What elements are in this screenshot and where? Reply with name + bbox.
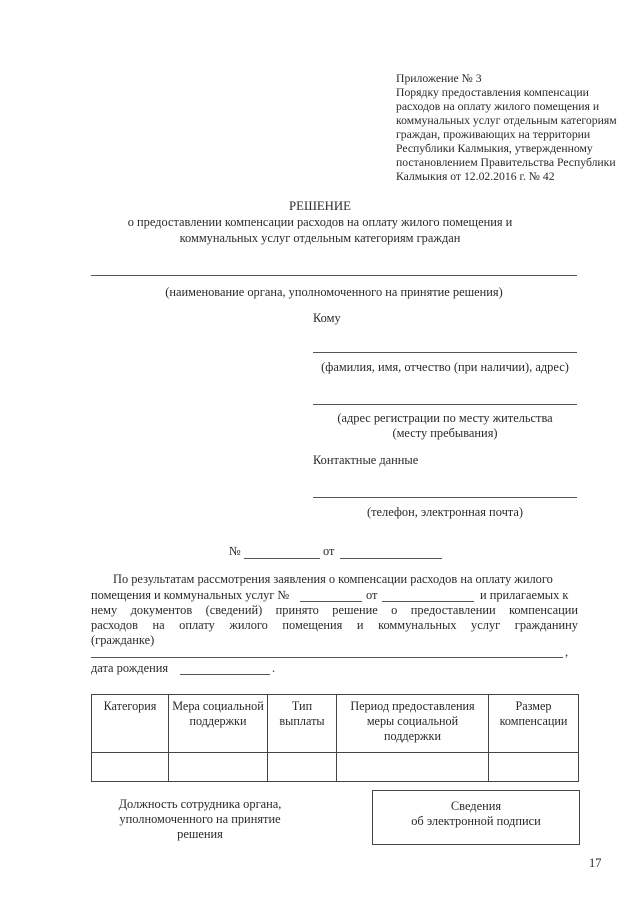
appendix-line: постановлением Правительства Республики [396, 156, 616, 169]
position-line: Должность сотрудника органа, [118, 797, 282, 811]
table-cell[interactable] [92, 753, 169, 782]
position-line: уполномоченного на принятие [119, 812, 281, 826]
compensation-table [91, 694, 579, 782]
position-line: решения [177, 827, 223, 841]
page-number: 17 [589, 856, 602, 870]
table-cell[interactable] [489, 753, 579, 782]
body-text: расходов на оплату жилого помещения и коммунальных услуг гражданину [91, 618, 578, 632]
application-date-field[interactable] [382, 601, 474, 602]
position-caption [100, 797, 300, 842]
address-caption: (адрес регистрации по месту жительства [337, 411, 553, 425]
table-header-row [92, 695, 579, 753]
appendix-line: Калмыкия от 12.02.2016 г. № 42 [396, 170, 555, 183]
appendix-line: Приложение № 3 [396, 72, 482, 85]
authority-name-line[interactable] [91, 275, 577, 276]
esign-line: об электронной подписи [411, 814, 541, 828]
from-label: от [323, 544, 335, 558]
decision-number-field[interactable] [244, 558, 320, 559]
contacts-line[interactable] [313, 497, 577, 498]
body-text: (гражданке) [91, 633, 155, 647]
decision-date-field[interactable] [340, 558, 442, 559]
table-cell[interactable] [169, 753, 268, 782]
recipient-name-line[interactable] [313, 352, 577, 353]
application-number-field[interactable] [300, 601, 362, 602]
table-row [92, 753, 579, 782]
esign-caption [373, 799, 579, 829]
appendix-line: коммунальных услуг отдельным категориям [396, 114, 617, 127]
citizen-name-line[interactable] [91, 657, 563, 658]
recipient-name-caption: (фамилия, имя, отчество (при наличии), адрес) [321, 360, 569, 374]
esign-line: Сведения [450, 799, 502, 813]
appendix-line: Порядку предоставления компенсации [396, 86, 589, 99]
number-label: № [229, 544, 241, 558]
body-text: По результатам рассмотрения заявления о компенсации расходов на оплату жилого [113, 572, 553, 586]
header-period: Период предоставления меры социальной поддержки [337, 695, 489, 753]
header-payment-type: Тип выплаты [268, 695, 337, 753]
body-text: от [366, 588, 378, 602]
header-category: Категория [92, 695, 169, 753]
header-support-measure: Мера социальной поддержки [169, 695, 268, 753]
to-label: Кому [313, 311, 341, 325]
table-cell[interactable] [337, 753, 489, 782]
title-subline: коммунальных услуг отдельным категориям граждан [179, 231, 461, 245]
contacts-label: Контактные данные [313, 453, 419, 467]
comma: , [565, 645, 569, 659]
appendix-line: Республики Калмыкия, утвержденному [396, 142, 593, 155]
period: . [272, 661, 276, 675]
body-text: и прилагаемых к [480, 588, 569, 602]
registration-address-line[interactable] [313, 404, 577, 405]
authority-caption: (наименование органа, уполномоченного на принятие решения) [165, 285, 503, 299]
address-caption: (месту пребывания) [392, 426, 498, 440]
electronic-signature-box [372, 790, 580, 845]
contacts-caption: (телефон, электронная почта) [366, 505, 523, 519]
title-subline: о предоставлении компенсации расходов на оплату жилого помещения и [127, 215, 513, 229]
document-title: РЕШЕНИЕ [289, 199, 351, 213]
appendix-line: расходов на оплату жилого помещения и [396, 100, 600, 113]
appendix-line: граждан, проживающих на территории [396, 128, 591, 141]
body-text: нему документов (сведений) принято решение о предоставлении компенсации [91, 603, 578, 617]
body-text: помещения и коммунальных услуг № [91, 588, 290, 602]
birth-date-label: дата рождения [91, 661, 169, 675]
birth-date-field[interactable] [180, 674, 270, 675]
table-cell[interactable] [268, 753, 337, 782]
header-compensation-amount: Размер компенсации [489, 695, 579, 753]
